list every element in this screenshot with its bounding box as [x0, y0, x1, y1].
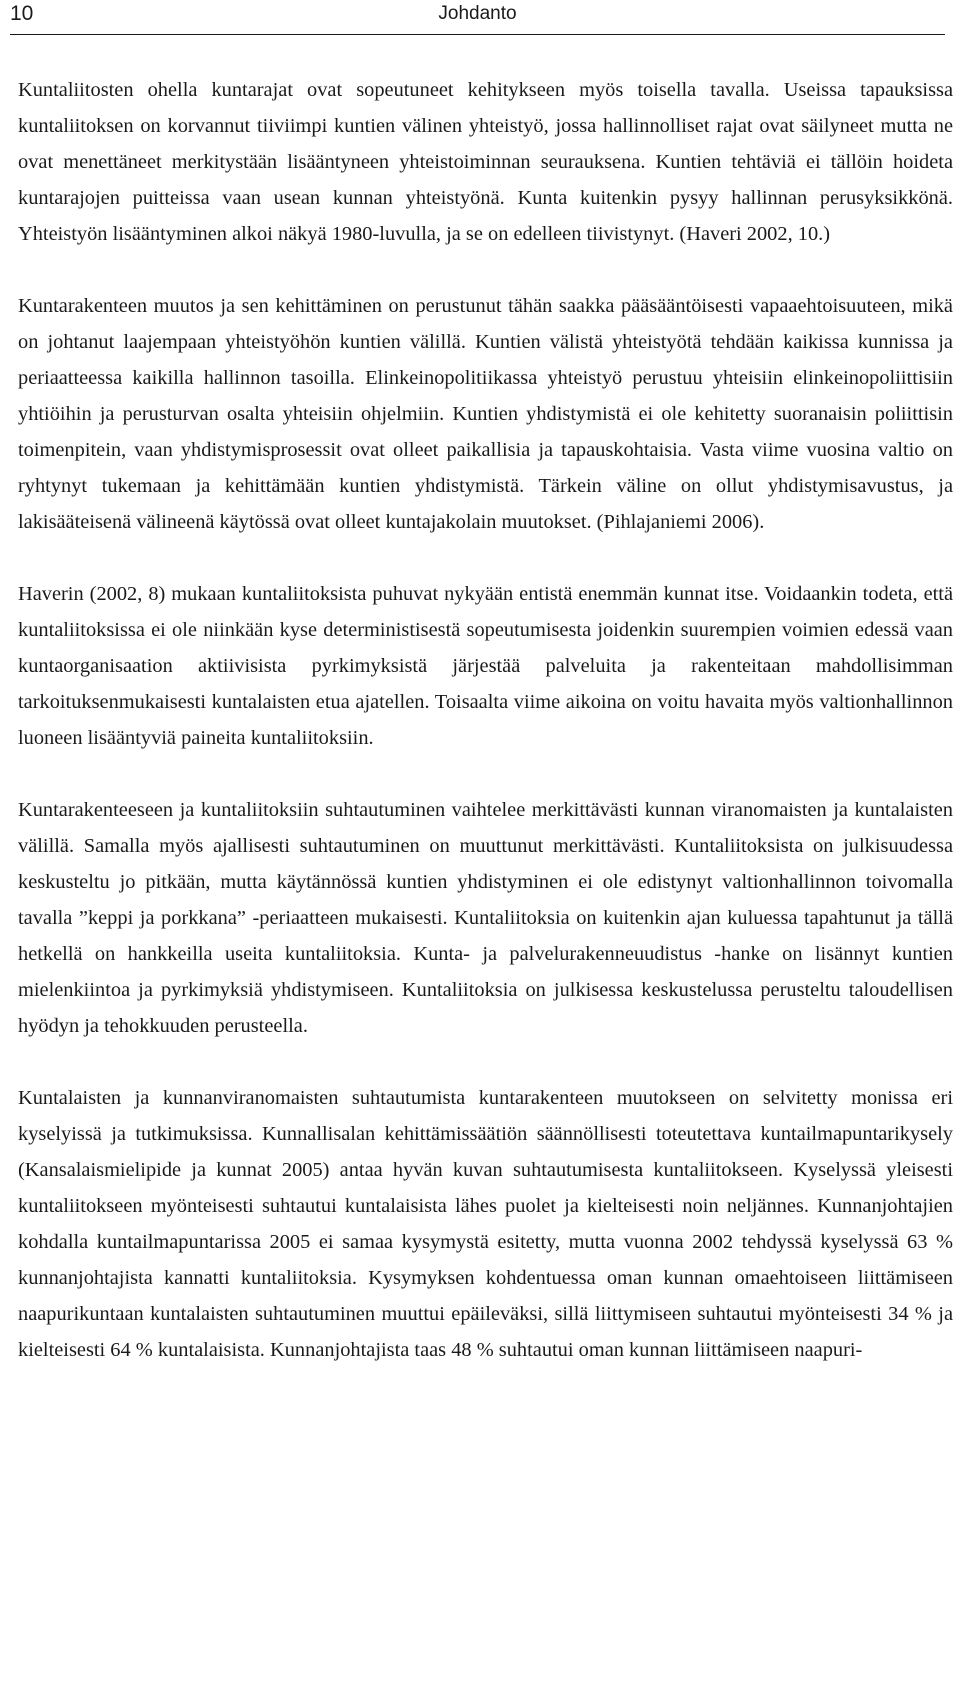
- paragraph-2: Kuntarakenteen muutos ja sen kehittäminen on perustunut tähän saakka pääsääntöisesti vapaaehtoisuuteen, mikä on johtanut laajempaan yhteistyöhön kuntien välillä. Kuntien välistä yhteistyötä tehdään kaikissa kunnissa ja periaatteessa kaikilla hallinnon tasoilla. Elinkeinopolitiikassa yhteistyö perustuu yhteisiin elinkeinopoliittisiin yhtiöihin ja perusturvan osalta yhteisiin ohjelmiin. Kuntien yhdistymistä ei ole kehitetty suoranaisin poliittisin toimenpitein, vaan yhdistymisprosessit ovat olleet paikallisia ja tapauskohtaisia. Vasta viime vuosina valtio on ryhtynyt tukemaan ja kehittämään kuntien yhdistymistä. Tärkein väline on ollut yhdistymisavustus, ja lakisääteisenä välineenä käytössä ovat olleet kuntajakolain muutokset. (Pihlajaniemi 2006).: [18, 295, 953, 533]
- body-text: [18, 72, 953, 1368]
- chapter-title: Johdanto: [438, 3, 517, 24]
- page-number: 10: [10, 2, 34, 25]
- paragraph-1: Kuntaliitosten ohella kuntarajat ovat sopeutuneet kehitykseen myös toisella tavalla. Useissa tapauksissa kuntaliitoksen on korvannut tiiviimpi kuntien välinen yhteistyö, jossa hallinnolliset rajat ovat säilyneet mutta ne ovat menettäneet merkitystään lisääntyneen yhteistoiminnan seurauksena. Kuntien tehtäviä ei tällöin hoideta kuntarajojen puitteissa vaan usean kunnan yhteistyönä. Kunta kuitenkin pysyy hallinnan perusyksikkönä. Yhteistyön lisääntyminen alkoi näkyä 1980-luvulla, ja se on edelleen tiivistynyt. (Haveri 2002, 10.): [18, 79, 953, 245]
- paragraph-3: Haverin (2002, 8) mukaan kuntaliitoksista puhuvat nykyään entistä enemmän kunnat itse. Voidaankin todeta, että kuntaliitoksissa ei ole niinkään kyse deterministisestä sopeutumisesta joidenkin suurempien voimien edessä vaan kuntaorganisaation aktiivisista pyrkimyksistä järjestää palveluita ja rakenteitaan mahdollisimman tarkoituksenmukaisesti kuntalaisten etua ajatellen. Toisaalta viime aikoina on voitu havaita myös valtionhallinnon luoneen lisääntyviä paineita kuntaliitoksiin.: [18, 583, 953, 749]
- paragraph-5: Kuntalaisten ja kunnanviranomaisten suhtautumista kuntarakenteen muutokseen on selvitetty monissa eri kyselyissä ja tutkimuksissa. Kunnallisalan kehittämissäätiön säännöllisesti toteutettava kuntailmapuntarikysely (Kansalaismielipide ja kunnat 2005) antaa hyvän kuvan suhtautumisesta kuntaliitokseen. Kyselyssä yleisesti kuntaliitokseen myönteisesti suhtautui kuntalaisista lähes puolet ja kielteisesti noin neljännes. Kunnanjohtajien kohdalla kuntailmapuntarissa 2005 ei samaa kysymystä esitetty, mutta vuonna 2002 tehdyssä kyselyssä 63 % kunnanjohtajista kannatti kuntaliitoksia. Kysymyksen kohdentuessa oman kunnan omaehtoiseen liittämiseen naapurikuntaan kuntalaisten suhtautuminen muuttui epäileväksi, sillä liittymiseen suhtautui myönteisesti 34 % ja kielteisesti 64 % kuntalaisista. Kunnanjohtajista taas 48 % suhtautui oman kunnan liittämiseen naapuri-: [18, 1087, 953, 1361]
- paragraph-4: Kuntarakenteeseen ja kuntaliitoksiin suhtautuminen vaihtelee merkittävästi kunnan viranomaisten ja kuntalaisten välillä. Samalla myös ajallisesti suhtautuminen on muuttunut merkittävästi. Kuntaliitoksista on julkisuudessa keskusteltu jo pitkään, mutta käytännössä kuntien yhdistyminen ei ole edistynyt valtionhallinnon toivomalla tavalla ”keppi ja porkkana” -periaatteen mukaisesti. Kuntaliitoksia on kuitenkin ajan kuluessa tapahtunut ja tällä hetkellä on hankkeilla useita kuntaliitoksia. Kunta- ja palvelurakenneuudistus -hanke on lisännyt kuntien mielenkiintoa ja pyrkimyksiä yhdistymiseen. Kuntaliitoksia on julkisessa keskustelussa perusteltu taloudellisen hyödyn ja tehokkuuden perusteella.: [18, 799, 953, 1037]
- running-header: [10, 0, 945, 35]
